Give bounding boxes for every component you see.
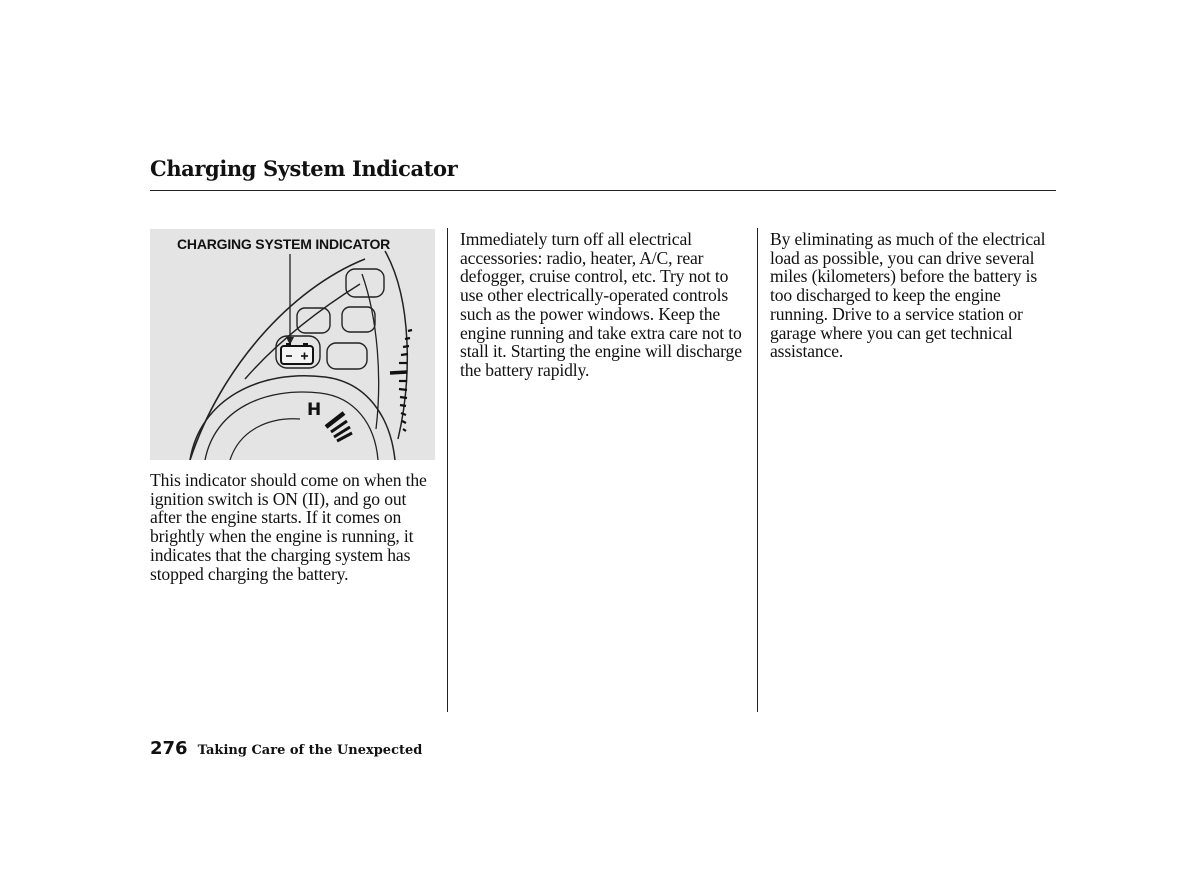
cluster-bezel-curve [190, 259, 365, 460]
figure-callout-label: CHARGING SYSTEM INDICATOR [177, 236, 391, 252]
column-divider [757, 228, 758, 712]
middle-column-text: Immediately turn off all electrical accessories: radio, heater, A/C, rear defogger, cruise control, etc. Try not to use other electrically-operated controls such as the power windows. Keep the engine running and take extra care not to stall it. Starting the engine will discharge the battery rapidly. [460, 229, 742, 380]
indicator-window [342, 307, 375, 332]
speedometer-tick-scale [390, 330, 412, 431]
right-column-text: By eliminating as much of the electrical load as possible, you can drive several miles (kilometers) before the battery is too discharged to keep the engine running. Drive to a service station or garage where you can get technical assistance. [770, 229, 1046, 362]
gauge-cluster-drawing [150, 229, 435, 460]
temp-gauge-inner-arc [205, 392, 378, 460]
cluster-right-arc [385, 251, 407, 439]
page-number: 276 [150, 738, 188, 759]
page-title: Charging System Indicator [150, 156, 458, 181]
column-divider [447, 228, 448, 712]
temp-gauge-h-label: H [307, 400, 322, 420]
section-name: Taking Care of the Unexpected [197, 743, 423, 758]
left-column-text: This indicator should come on when the ignition switch is ON (II), and go out after the engine starts. If it comes on brightly when the engine is running, it indicates that the charging system has stopped charging the battery. [150, 470, 427, 584]
indicator-window [327, 343, 367, 369]
temp-gauge-face-arc [230, 419, 300, 460]
indicator-window [297, 308, 330, 333]
title-divider [150, 190, 1056, 191]
battery-warning-icon [281, 343, 313, 364]
page-footer [150, 738, 422, 759]
instrument-panel-illustration [150, 229, 435, 460]
